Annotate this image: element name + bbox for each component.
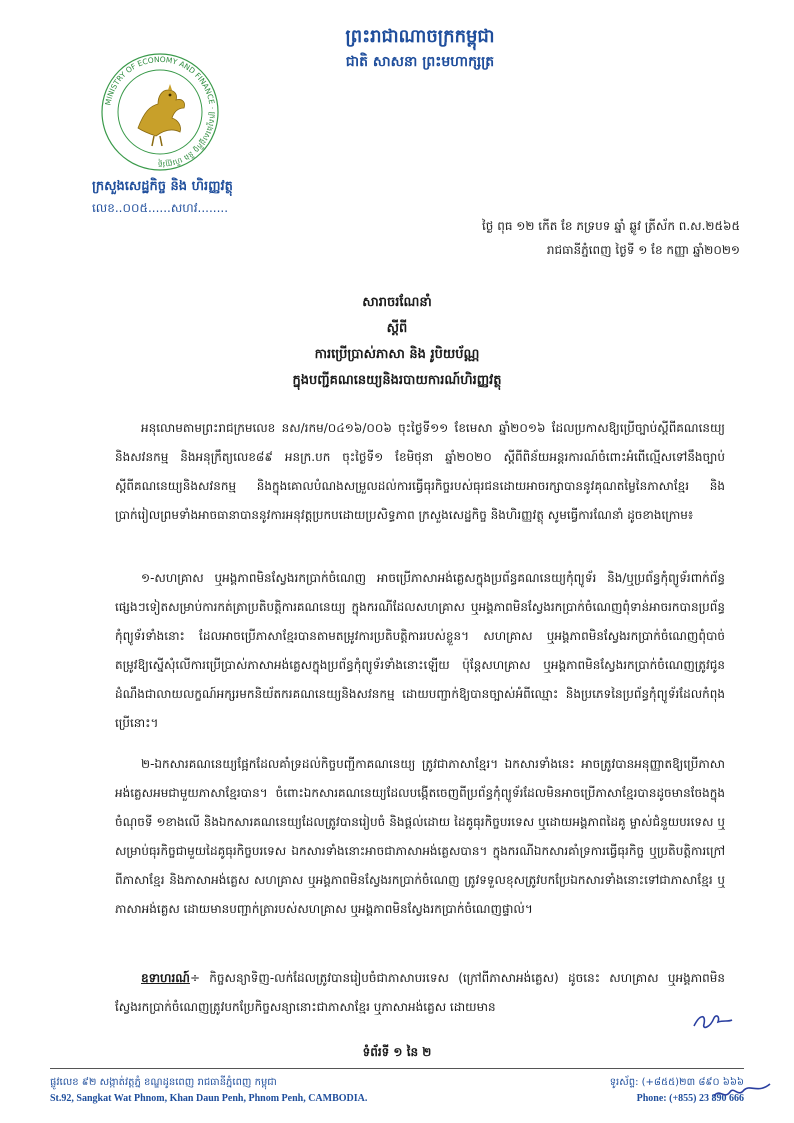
phone-english: Phone: (+855) 23 890 666 [636,1093,744,1104]
page-number: ទំព័រទី ១ នៃ ២ [362,1045,432,1059]
signature-initials [690,1008,736,1034]
title-subject-line1: ការប្រើប្រាស់ភាសា និង រូបិយប័ណ្ណ [314,347,480,362]
title-subject-line2: ក្នុងបញ្ជីគណនេយ្យនិងរបាយការណ៍ហិរញ្ញវត្ថុ [292,373,502,388]
national-motto: ជាតិ សាសនា ព្រះមហាក្សត្រ [345,54,495,70]
paragraph-point-1: ១-សហគ្រាស ឬអង្គភាពមិនស្វែងរកប្រាក់ចំណេញ អាចប្រើភាសាអង់គ្លេសក្នុងប្រព័ន្ធគណនេយ្យកុំព្យូទ័រ និង/ឬប្រព័ន្ធកុំព្យូទ័រពាក់ព័ន្ធផ្សេងៗទៀតសម្រាប់ការកត់ត្រាប្រតិបត្តិការគណនេយ្យ ក្នុងករណីដែលសហគ្រាស ឬអង្គភាពមិនស្វែងរកប្រាក់ចំណេញពុំទាន់អាចរកបានប្រព័ន្ធកុំព្យូទ័រទាំងនោះ ដែលអាចប្រើភាសាខ្មែរបានតាមតម្រូវការប្រតិបត្តិការរបស់ខ្លួន។ សហគ្រាស ឬអង្គភាពមិនស្វែងរកប្រាក់ចំណេញពុំបាច់តម្រូវឱ្យស្នើសុំលើការប្រើប្រាស់ភាសាអង់គ្លេសក្នុងប្រព័ន្ធកុំព្យូទ័រទាំងនោះឡើយ ប៉ុន្តែសហគ្រាស ឬអង្គភាពមិនស្វែងរកប្រាក់ចំណេញត្រូវជូនដំណឹងជាលាយលក្ខណ៍អក្សរមកនិយ័តករគណនេយ្យនិងសវនកម្ម ដោយបញ្ជាក់ឱ្យបានច្បាស់អំពីឈ្មោះ និងប្រភេទនៃប្រព័ន្ធកុំព្យូទ័រដែលកំពុងប្រើនោះ។ [115,571,725,730]
example-text: ÷ កិច្ចសន្យាទិញ-លក់ដែលត្រូវបានរៀបចំជាភាសាបរទេស (ក្រៅពីភាសាអង់គ្លេស) ដូចនេះ សហគ្រាស ឬអង្គភាពមិនស្វែងរកប្រាក់ចំណេញត្រូវបកប្រែកិច្ចសន្យានោះជាភាសាខ្មែរ ឬភាសាអង់គ្លេស ដោយមាន [115,971,725,1014]
paragraph-point-2: ២-ឯកសារគណនេយ្យផ្អែកដែលគាំទ្រដល់កិច្ចបញ្ជីកាគណនេយ្យ ត្រូវជាភាសាខ្មែរ។ ឯកសារទាំងនេះ អាចត្រូវបានអនុញ្ញាតឱ្យប្រើភាសាអង់គ្លេសអមជាមួយភាសាខ្មែរបាន។ ចំពោះឯកសារគណនេយ្យដែលបង្កើតចេញពីប្រព័ន្ធកុំព្យូទ័រដែលមិនអាចប្រើភាសាខ្មែរបានដូចមានចែងក្នុងចំណុចទី ១ខាងលើ និងឯកសារគណនេយ្យដែលត្រូវបានរៀបចំ និងផ្ដល់ដោយ ដៃគូធុរកិច្ចបរទេស ឬដោយអង្គភាពដៃគូ ម្ចាស់ជំនួយបរទេស ឬសម្រាប់ធុរកិច្ចជាមួយដៃគូធុរកិច្ចបរទេស ឯកសារទាំងនោះអាចជាភាសាអង់គ្លេសបាន។ ក្នុងករណីឯកសារគាំទ្រការធ្វើធុរកិច្ច ឬប្រតិបត្តិការក្រៅពីភាសាខ្មែរ និងភាសាអង់គ្លេស សហគ្រាស ឬអង្គភាពមិនស្វែងរកប្រាក់ចំណេញ ត្រូវទទួលខុសត្រូវបកប្រែឯកសារទាំងនោះទៅជាភាសាខ្មែរ ឬភាសាអង់គ្លេស ដោយមានបញ្ជាក់ត្រារបស់សហគ្រាស ឬអង្គភាពមិនស្វែងរកប្រាក់ចំណេញផ្ទាល់។ [115,757,725,916]
title-subject-label: ស្ដីពី [386,321,408,336]
reference-number: លេខ..០០៥......សហវ........ [92,201,229,215]
solar-date: រាជធានីភ្នំពេញ ថ្ងៃទី ១ ខែ កញ្ញា ឆ្នាំ២០២១ [546,243,740,257]
ministry-seal-logo [98,50,222,174]
ministry-name: ក្រសួងសេដ្ឋកិច្ច និង ហិរញ្ញវត្ថុ [92,179,233,194]
phone-khmer: ទូរស័ព្ទ: (+៨៥៥)២៣ ៨៩០ ៦៦៦ [609,1077,744,1088]
paragraph-preamble: អនុលោមតាមព្រះរាជក្រមលេខ នស/រកម/០៤១៦/០០៦ ចុះថ្ងៃទី១១ ខែមេសា ឆ្នាំ២០១៦ ដែលប្រកាសឱ្យប្រើច្បាប់ស្ដីពីគណនេយ្យនិងសវនកម្ម និងអនុក្រឹត្យលេខ៨៩ អនក្រ.បក ចុះថ្ងៃទី១ ខែមិថុនា ឆ្នាំ២០២០ ស្ដីពីពិន័យអន្តរការណ៍ចំពោះអំពើល្មើសទៅនឹងច្បាប់ស្ដីពីគណនេយ្យនិងសវនកម្ម និងក្នុងគោលបំណងសម្រួលដល់ការធ្វើធុរកិច្ចរបស់ធុរជនដោយអាចរក្សាបាននូវគុណតម្លៃនៃភាសាខ្មែរ និងប្រាក់រៀលព្រមទាំងអាចធានាបាននូវការអនុវត្តប្រកបដោយប្រសិទ្ធភាព ក្រសួងសេដ្ឋកិច្ច និងហិរញ្ញវត្ថុ សូមធ្វើការណែនាំ ដូចខាងក្រោម៖ [115,421,725,522]
footer-divider [50,1068,744,1069]
footer-address [50,1075,367,1104]
address-khmer: ផ្លូវលេខ ៩២ សង្កាត់វត្តភ្នំ ខណ្ឌដូនពេញ រាជធានីភ្នំពេញ កម្ពុជា [50,1077,277,1088]
paragraph-example [115,964,725,1022]
footer-signature-mark [712,1080,772,1104]
svg-text:MINISTRY OF ECONOMY AND FINANC: MINISTRY OF ECONOMY AND FINANCE · ក្រសួងសេដ្ឋកិច្ច និង ហិរញ្ញវត្ថុ [103,54,218,170]
example-label: ឧទាហរណ៍ [141,971,190,985]
address-english: St.92, Sangkat Wat Phnom, Khan Daun Penh, Phnom Penh, CAMBODIA. [50,1093,368,1104]
lunar-date: ថ្ងៃ ពុធ ១២ កើត ខែ ភទ្របទ ឆ្នាំ ឆ្លូវ ត្រីស័ក ព.ស.២៥៦៥ [482,219,740,233]
document-title: សារាចរណែនាំ [362,295,432,310]
kingdom-title: ព្រះរាជាណាចក្រកម្ពុជា [345,26,495,47]
